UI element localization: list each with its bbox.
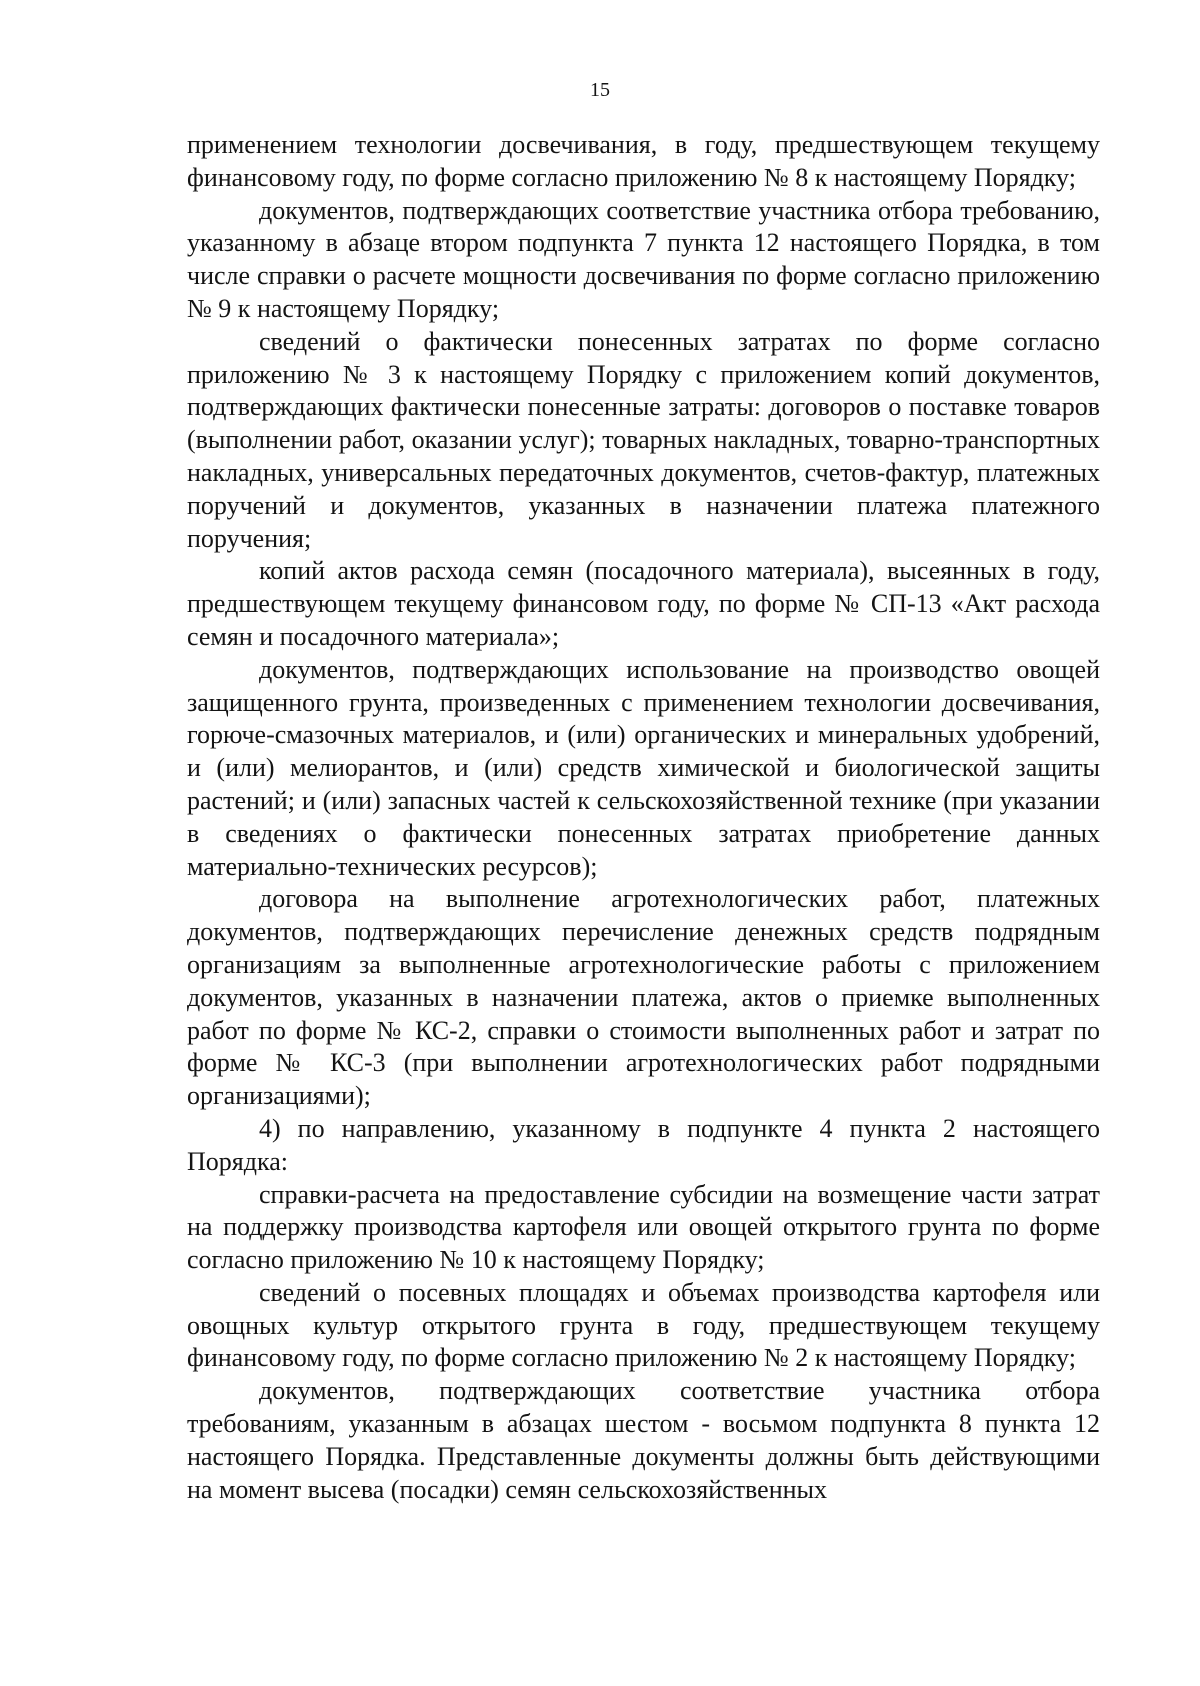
- paragraph: документов, подтверждающих соответствие участника отбора требованию, указанному в абзаце втором подпункта 7 пункта 12 настоящего Порядка, в том числе справки о расчете мощности досвечивания по форме согласно приложению № 9 к настоящему Порядку;: [187, 195, 1100, 323]
- page-number: 15: [590, 79, 610, 101]
- paragraph: документов, подтверждающих соответствие участника отбора требованиям, указанным в абзацах шестом - восьмом подпункта 8 пункта 12 настоящего Порядка. Представленные документы должны быть действующими на момент высева (посадки) семян сельскохозяйственных: [187, 1376, 1100, 1504]
- paragraph-continuation: применением технологии досвечивания, в году, предшествующем текущему финансовому году, по форме согласно приложению № 8 к настоящему Порядку;: [187, 130, 1100, 192]
- paragraph-item-4: 4) по направлению, указанному в подпункте 4 пункта 2 настоящего Порядка:: [187, 1113, 1100, 1176]
- document-body: [187, 129, 1100, 1506]
- paragraph: справки-расчета на предоставление субсидии на возмещение части затрат на поддержку производства картофеля или овощей открытого грунта по форме согласно приложению № 10 к настоящему Порядку;: [187, 1179, 1100, 1275]
- paragraph: документов, подтверждающих использование на производство овощей защищенного грунта, произведенных с применением технологии досвечивания, горюче-смазочных материалов, и (или) органических и минеральных удобрений, и (или) мелиорантов, и (или) средств химической и биологической защиты растений; и (или) запасных частей к сельскохозяйственной технике (при указании в сведениях о фактически понесенных затратах приобретение данных материально-технических ресурсов);: [187, 654, 1100, 881]
- paragraph: сведений о посевных площадях и объемах производства картофеля или овощных культур открытого грунта в году, предшествующем текущему финансовому году, по форме согласно приложению № 2 к настоящему Порядку;: [187, 1277, 1100, 1373]
- paragraph: сведений о фактически понесенных затратах по форме согласно приложению № 3 к настоящему Порядку с приложением копий документов, подтверждающих фактически понесенные затраты: договоров о поставке товаров (выполнении работ, оказании услуг); товарных накладных, товарно-транспортных накладных, универсальных передаточных документов, счетов-фактур, платежных поручений и документов, указанных в назначении платежа платежного поручения;: [187, 326, 1100, 553]
- paragraph: договора на выполнение агротехнологических работ, платежных документов, подтверждающих перечисление денежных средств подрядным организациям за выполненные агротехнологические работы с приложением документов, указанных в назначении платежа, актов о приемке выполненных работ по форме № КС-2, справки о стоимости выполненных работ и затрат по форме № КС-3 (при выполнении агротехнологических работ подрядными организациями);: [187, 884, 1100, 1111]
- paragraph: копий актов расхода семян (посадочного материала), высеянных в году, предшествующем текущему финансовом году, по форме № СП-13 «Акт расхода семян и посадочного материала»;: [187, 556, 1100, 651]
